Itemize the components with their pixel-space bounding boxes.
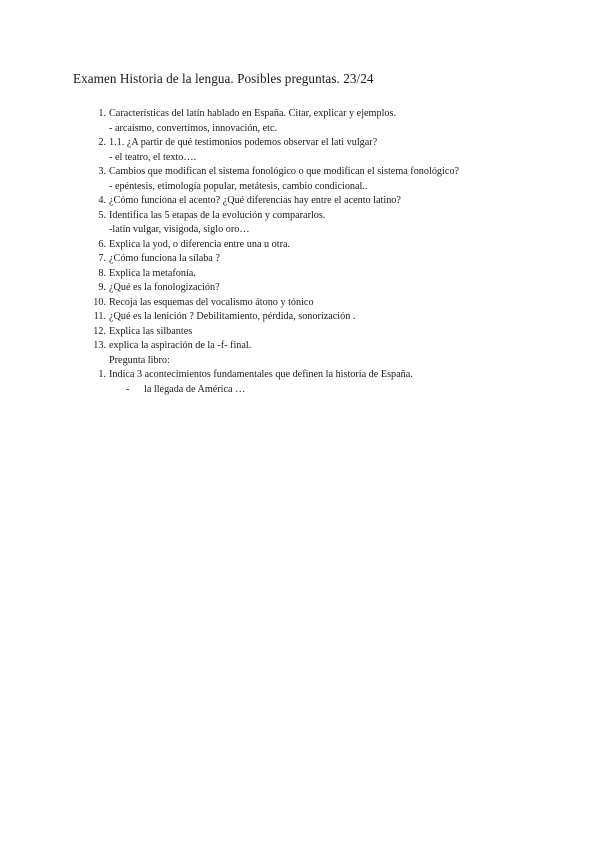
- item-number: 9.: [98, 282, 106, 293]
- item-number: 4.: [98, 195, 106, 206]
- item-text: ¿Qué es la lenición ? Debilitamiento, pérdida, sonorización .: [109, 311, 356, 322]
- item-text: Explica la metafonía.: [109, 267, 196, 279]
- list-item: [0, 107, 600, 122]
- item-number: 1.: [98, 369, 106, 380]
- item-number: 13.: [93, 340, 106, 351]
- item-text: Identifica las 5 etapas de la evolución y compararlos.: [109, 209, 326, 221]
- item-text: explica la aspiración de la -f- final.: [109, 340, 252, 351]
- item-number: 5.: [98, 209, 106, 221]
- list-item: [0, 180, 600, 195]
- item-text: - epéntesis, etimología popular, metátesis, cambio condicional..: [109, 180, 368, 192]
- item-number: 12.: [93, 325, 106, 337]
- list-item: [0, 368, 600, 383]
- bullet-dash: -: [126, 383, 130, 395]
- item-text: Explica la yod, o diferencia entre una u otra.: [109, 238, 291, 250]
- list-item: [0, 296, 600, 311]
- item-number: 10.: [93, 296, 106, 308]
- list-item: [0, 223, 600, 238]
- section-label: Pregunta libro:: [109, 354, 170, 366]
- item-number: 2.: [98, 137, 106, 148]
- list-item: [0, 252, 600, 267]
- list-item: [0, 136, 600, 151]
- list-item: [0, 310, 600, 325]
- item-text: ¿Cómo funciona el acento? ¿Qué diferencias hay entre el acento latino?: [109, 195, 401, 206]
- item-text: Características del latín hablado en España. Citar, explicar y ejemplos.: [109, 108, 397, 119]
- item-number: 7.: [98, 253, 106, 264]
- item-text: 1.1. ¿A partir de qué testimonios podemos observar el lati vulgar?: [109, 137, 378, 148]
- list-item: [0, 325, 600, 340]
- item-text: Cambios que modifican el sistema fonológico o que modifican el sistema fonológico?: [109, 166, 459, 177]
- item-text: Explica las silbantes: [109, 325, 193, 337]
- list-item: [0, 122, 600, 137]
- list-item: [0, 267, 600, 282]
- list-item: [0, 209, 600, 224]
- sub-item-text: la llegada de América …: [144, 383, 246, 395]
- sub-list-item: [0, 383, 600, 398]
- item-text: Indica 3 acontecimientos fundamentales que definen la historia de España.: [109, 369, 413, 380]
- item-text: Recoja las esquemas del vocalismo átono y tónico: [109, 296, 314, 308]
- list-item: [0, 354, 600, 369]
- question-list: [0, 107, 600, 397]
- list-item: [0, 339, 600, 354]
- item-text: -latín vulgar, visigoda, siglo oro…: [109, 224, 250, 235]
- item-text: - arcaísmo, convertimos, innovación, etc.: [109, 122, 278, 134]
- item-number: 1.: [98, 108, 106, 119]
- item-number: 3.: [98, 166, 106, 177]
- item-number: 11.: [93, 311, 106, 322]
- item-text: ¿Qué es la fonologización?: [109, 282, 220, 293]
- document-title: Examen Historia de la lengua. Posibles preguntas. 23/24: [73, 71, 374, 86]
- list-item: [0, 165, 600, 180]
- item-text: ¿Cómo funciona la sílaba ?: [109, 253, 220, 264]
- item-number: 8.: [98, 267, 106, 279]
- item-text: - el teatro, el texto….: [109, 151, 197, 163]
- list-item: [0, 151, 600, 166]
- list-item: [0, 281, 600, 296]
- list-item: [0, 238, 600, 253]
- list-item: [0, 194, 600, 209]
- item-number: 6.: [98, 238, 106, 250]
